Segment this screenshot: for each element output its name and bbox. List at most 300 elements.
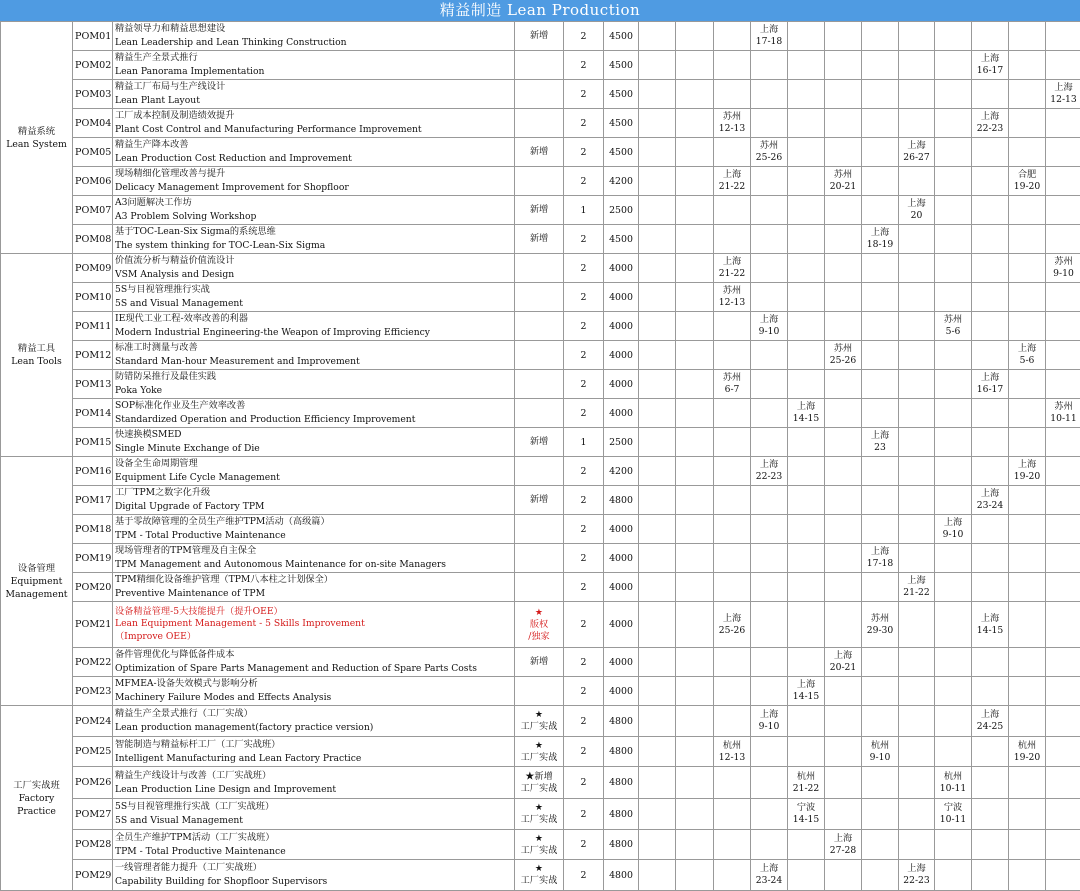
schedule-cell — [935, 830, 972, 860]
course-title-cell — [113, 80, 515, 109]
session-cell — [788, 399, 825, 428]
schedule-cell — [788, 544, 825, 573]
schedule-cell — [899, 254, 935, 283]
course-tag — [515, 648, 564, 677]
schedule-cell — [1046, 341, 1080, 370]
course-days: 2 — [564, 860, 604, 891]
session-cell — [935, 767, 972, 799]
course-tag — [515, 457, 564, 486]
session-city: 苏州 — [1048, 401, 1079, 413]
schedule-cell — [751, 51, 788, 80]
course-tag — [515, 602, 564, 648]
schedule-cell — [1009, 196, 1046, 225]
session-city: 上海 — [974, 53, 1006, 65]
session-city: 合肥 — [1011, 169, 1043, 181]
schedule-cell — [935, 428, 972, 457]
schedule-cell — [899, 767, 935, 799]
course-title-cn: 快速换模SMED — [115, 428, 512, 442]
course-code: POM06 — [73, 167, 113, 196]
course-price: 4000 — [604, 399, 639, 428]
schedule-cell — [899, 283, 935, 312]
course-days: 2 — [564, 573, 604, 602]
schedule-cell — [788, 860, 825, 891]
session-dates: 10-11 — [937, 814, 969, 826]
course-tag — [515, 573, 564, 602]
schedule-cell — [788, 573, 825, 602]
session-city: 宁波 — [937, 802, 969, 814]
session-city: 上海 — [790, 401, 822, 413]
session-dates: 20-21 — [827, 181, 859, 193]
tag-text: ★ — [517, 833, 561, 845]
session-cell — [1009, 167, 1046, 196]
schedule-cell — [1009, 283, 1046, 312]
schedule-cell — [676, 341, 714, 370]
schedule-cell — [1046, 799, 1080, 830]
schedule-cell — [862, 196, 899, 225]
schedule-cell — [639, 399, 676, 428]
schedule-cell — [899, 648, 935, 677]
session-dates: 20-21 — [827, 662, 859, 674]
course-title-en: Machinery Failure Modes and Effects Analysis — [115, 691, 512, 705]
schedule-cell — [714, 312, 751, 341]
schedule-cell — [862, 254, 899, 283]
course-schedule-table — [0, 21, 1080, 891]
session-cell — [825, 341, 862, 370]
course-code: POM02 — [73, 51, 113, 80]
schedule-cell — [862, 767, 899, 799]
schedule-cell — [751, 486, 788, 515]
session-cell — [862, 737, 899, 767]
schedule-cell — [788, 737, 825, 767]
schedule-cell — [639, 341, 676, 370]
session-dates: 22-23 — [974, 123, 1006, 135]
session-city: 杭州 — [716, 740, 748, 752]
table-row — [1, 167, 1080, 196]
schedule-cell — [676, 648, 714, 677]
course-title-cell — [113, 457, 515, 486]
schedule-cell — [751, 799, 788, 830]
schedule-cell — [825, 312, 862, 341]
schedule-cell — [899, 515, 935, 544]
course-title-cell — [113, 399, 515, 428]
schedule-cell — [935, 486, 972, 515]
schedule-cell — [676, 799, 714, 830]
table-row — [1, 602, 1080, 648]
session-dates: 5-6 — [937, 326, 969, 338]
session-cell — [899, 573, 935, 602]
table-row — [1, 138, 1080, 167]
course-days: 2 — [564, 602, 604, 648]
session-city: 苏州 — [827, 343, 859, 355]
session-cell — [899, 860, 935, 891]
schedule-cell — [788, 196, 825, 225]
schedule-cell — [862, 706, 899, 737]
schedule-cell — [862, 283, 899, 312]
schedule-cell — [935, 109, 972, 138]
schedule-cell — [676, 602, 714, 648]
table-row — [1, 573, 1080, 602]
schedule-cell — [935, 225, 972, 254]
session-cell — [1009, 341, 1046, 370]
category-cn: 工厂实战班 — [3, 779, 70, 792]
session-dates: 9-10 — [753, 721, 785, 733]
course-days: 2 — [564, 648, 604, 677]
table-row — [1, 22, 1080, 51]
table-row — [1, 428, 1080, 457]
course-price: 4000 — [604, 602, 639, 648]
session-dates: 21-22 — [790, 783, 822, 795]
category-cn: 设备管理 — [3, 562, 70, 575]
session-dates: 14-15 — [790, 691, 822, 703]
tag-text: ★ — [517, 802, 561, 814]
schedule-cell — [751, 830, 788, 860]
schedule-cell — [714, 573, 751, 602]
schedule-cell — [899, 341, 935, 370]
course-title-cell — [113, 515, 515, 544]
course-tag — [515, 830, 564, 860]
session-cell — [788, 799, 825, 830]
schedule-cell — [714, 225, 751, 254]
session-city: 上海 — [974, 111, 1006, 123]
schedule-cell — [935, 677, 972, 706]
table-row — [1, 737, 1080, 767]
schedule-cell — [825, 602, 862, 648]
schedule-cell — [972, 860, 1009, 891]
session-cell — [899, 138, 935, 167]
course-title-cn: 标准工时测量与改善 — [115, 341, 512, 355]
schedule-cell — [714, 457, 751, 486]
tag-text: 新增 — [517, 656, 561, 668]
schedule-cell — [1009, 51, 1046, 80]
schedule-cell — [1046, 706, 1080, 737]
session-cell — [788, 767, 825, 799]
session-cell — [1009, 737, 1046, 767]
course-title-cn: 一线管理者能力提升（工厂实战班） — [115, 861, 512, 875]
course-code: POM19 — [73, 544, 113, 573]
course-price: 4800 — [604, 767, 639, 799]
course-title-cell — [113, 486, 515, 515]
schedule-cell — [714, 648, 751, 677]
schedule-cell — [899, 602, 935, 648]
schedule-cell — [935, 602, 972, 648]
course-days: 1 — [564, 196, 604, 225]
schedule-cell — [639, 677, 676, 706]
session-dates: 16-17 — [974, 384, 1006, 396]
schedule-cell — [639, 860, 676, 891]
course-price: 4200 — [604, 457, 639, 486]
schedule-cell — [714, 399, 751, 428]
course-title-en: Lean Production Cost Reduction and Improvement — [115, 152, 512, 166]
course-title-en: Lean Production Line Design and Improvement — [115, 783, 512, 797]
schedule-cell — [676, 486, 714, 515]
session-city: 上海 — [974, 488, 1006, 500]
course-code: POM28 — [73, 830, 113, 860]
schedule-cell — [862, 167, 899, 196]
course-days: 2 — [564, 51, 604, 80]
session-cell — [862, 225, 899, 254]
session-dates: 23 — [864, 442, 896, 454]
schedule-cell — [862, 860, 899, 891]
session-dates: 6-7 — [716, 384, 748, 396]
schedule-cell — [1046, 648, 1080, 677]
schedule-cell — [788, 341, 825, 370]
course-tag — [515, 51, 564, 80]
course-title-cn: MFMEA-设备失效模式与影响分析 — [115, 677, 512, 691]
schedule-cell — [1009, 254, 1046, 283]
course-code: POM23 — [73, 677, 113, 706]
session-city: 上海 — [974, 709, 1006, 721]
schedule-cell — [639, 648, 676, 677]
category-cell — [1, 254, 73, 457]
session-cell — [714, 737, 751, 767]
table-row — [1, 196, 1080, 225]
session-cell — [751, 22, 788, 51]
course-tag — [515, 196, 564, 225]
schedule-cell — [676, 51, 714, 80]
session-city: 苏州 — [716, 372, 748, 384]
course-days: 2 — [564, 515, 604, 544]
session-cell — [1046, 399, 1080, 428]
schedule-cell — [788, 706, 825, 737]
schedule-cell — [935, 737, 972, 767]
session-city: 上海 — [901, 140, 932, 152]
course-code: POM05 — [73, 138, 113, 167]
tag-text: 新增 — [517, 30, 561, 42]
table-row — [1, 283, 1080, 312]
schedule-cell — [972, 254, 1009, 283]
session-cell — [751, 138, 788, 167]
schedule-cell — [676, 254, 714, 283]
schedule-cell — [714, 677, 751, 706]
course-days: 2 — [564, 737, 604, 767]
session-city: 苏州 — [864, 613, 896, 625]
course-title-cn: 设备精益管理-5大技能提升（提升OEE） — [115, 606, 512, 619]
table-row — [1, 312, 1080, 341]
schedule-cell — [676, 706, 714, 737]
tag-text: ★新增 — [517, 771, 561, 783]
course-tag — [515, 225, 564, 254]
session-dates: 25-26 — [716, 625, 748, 637]
course-price: 4500 — [604, 109, 639, 138]
schedule-cell — [899, 486, 935, 515]
course-title-en: Standardized Operation and Production Efficiency Improvement — [115, 413, 512, 427]
course-title-cn: 精益生产全景式推行（工厂实战） — [115, 707, 512, 721]
course-days: 2 — [564, 544, 604, 573]
schedule-cell — [1046, 457, 1080, 486]
course-title-cn: 5S与目视管理推行实战（工厂实战班） — [115, 800, 512, 814]
schedule-cell — [751, 254, 788, 283]
course-title-cell — [113, 254, 515, 283]
session-dates: 29-30 — [864, 625, 896, 637]
schedule-cell — [972, 80, 1009, 109]
session-dates: 12-13 — [716, 123, 748, 135]
course-title-cn: 现场管理者的TPM管理及自主保全 — [115, 544, 512, 558]
course-tag — [515, 799, 564, 830]
schedule-cell — [714, 138, 751, 167]
session-cell — [862, 544, 899, 573]
schedule-cell — [751, 283, 788, 312]
course-title-en: Lean production management(factory practice version) — [115, 721, 512, 735]
session-dates: 12-13 — [716, 297, 748, 309]
course-price: 4800 — [604, 706, 639, 737]
schedule-cell — [639, 51, 676, 80]
schedule-cell — [714, 80, 751, 109]
session-dates: 25-26 — [827, 355, 859, 367]
session-cell — [751, 860, 788, 891]
schedule-cell — [1009, 399, 1046, 428]
course-title-cell — [113, 428, 515, 457]
course-title-cell — [113, 341, 515, 370]
session-city: 上海 — [827, 650, 859, 662]
course-title-en: Equipment Life Cycle Management — [115, 471, 512, 485]
schedule-cell — [825, 51, 862, 80]
schedule-cell — [1009, 830, 1046, 860]
schedule-cell — [788, 80, 825, 109]
course-title-cn: 精益生产降本改善 — [115, 138, 512, 152]
course-title-cn: 5S与目视管理推行实战 — [115, 283, 512, 297]
schedule-cell — [714, 22, 751, 51]
session-city: 苏州 — [937, 314, 969, 326]
course-days: 2 — [564, 486, 604, 515]
course-title-cell — [113, 602, 515, 648]
schedule-cell — [639, 573, 676, 602]
session-cell — [1046, 80, 1080, 109]
course-title-cell — [113, 677, 515, 706]
schedule-cell — [751, 370, 788, 399]
schedule-cell — [676, 515, 714, 544]
course-title-en: TPM - Total Productive Maintenance — [115, 529, 512, 543]
tag-text: /独家 — [517, 631, 561, 643]
session-cell — [972, 370, 1009, 399]
schedule-cell — [639, 138, 676, 167]
table-row — [1, 341, 1080, 370]
schedule-cell — [639, 799, 676, 830]
session-city: 上海 — [753, 314, 785, 326]
course-title-en: VSM Analysis and Design — [115, 268, 512, 282]
course-price: 4000 — [604, 573, 639, 602]
schedule-cell — [935, 254, 972, 283]
schedule-cell — [788, 602, 825, 648]
category-en: Equipment Management — [3, 575, 70, 601]
session-city: 上海 — [901, 198, 932, 210]
tag-text: 工厂实战 — [517, 783, 561, 795]
session-city: 苏州 — [716, 285, 748, 297]
course-title-cell — [113, 370, 515, 399]
session-city: 上海 — [753, 709, 785, 721]
schedule-cell — [972, 830, 1009, 860]
schedule-cell — [788, 225, 825, 254]
schedule-cell — [1009, 138, 1046, 167]
schedule-cell — [676, 167, 714, 196]
schedule-cell — [825, 428, 862, 457]
course-title-en: Modern Industrial Engineering-the Weapon of Improving Efficiency — [115, 326, 512, 340]
course-code: POM12 — [73, 341, 113, 370]
schedule-cell — [972, 225, 1009, 254]
schedule-cell — [1046, 312, 1080, 341]
session-city: 上海 — [864, 546, 896, 558]
schedule-cell — [862, 515, 899, 544]
course-title-en: Lean Plant Layout — [115, 94, 512, 108]
schedule-cell — [676, 677, 714, 706]
session-city: 苏州 — [753, 140, 785, 152]
schedule-cell — [935, 573, 972, 602]
course-title-cell — [113, 767, 515, 799]
schedule-cell — [676, 573, 714, 602]
course-tag — [515, 80, 564, 109]
schedule-cell — [1046, 544, 1080, 573]
schedule-cell — [714, 196, 751, 225]
session-city: 上海 — [901, 575, 932, 587]
session-city: 杭州 — [1011, 740, 1043, 752]
course-title-en: Standard Man-hour Measurement and Improvement — [115, 355, 512, 369]
course-days: 2 — [564, 22, 604, 51]
course-days: 1 — [564, 428, 604, 457]
table-row — [1, 51, 1080, 80]
schedule-cell — [639, 225, 676, 254]
table-row — [1, 677, 1080, 706]
schedule-cell — [1046, 225, 1080, 254]
schedule-cell — [676, 138, 714, 167]
course-days: 2 — [564, 254, 604, 283]
schedule-cell — [788, 312, 825, 341]
schedule-cell — [676, 225, 714, 254]
schedule-cell — [899, 80, 935, 109]
schedule-cell — [676, 80, 714, 109]
schedule-cell — [972, 677, 1009, 706]
schedule-cell — [714, 515, 751, 544]
session-city: 上海 — [716, 169, 748, 181]
session-dates: 10-11 — [937, 783, 969, 795]
session-cell — [714, 109, 751, 138]
course-days: 2 — [564, 283, 604, 312]
course-title-en: Single Minute Exchange of Die — [115, 442, 512, 456]
session-dates: 9-10 — [753, 326, 785, 338]
schedule-cell — [676, 737, 714, 767]
schedule-cell — [972, 515, 1009, 544]
session-dates: 24-25 — [974, 721, 1006, 733]
schedule-cell — [862, 573, 899, 602]
course-title-cn: 备件管理优化与降低备件成本 — [115, 648, 512, 662]
course-price: 4800 — [604, 860, 639, 891]
course-title-cn: 精益生产全景式推行 — [115, 51, 512, 65]
schedule-cell — [899, 799, 935, 830]
session-dates: 21-22 — [716, 268, 748, 280]
schedule-cell — [1046, 737, 1080, 767]
schedule-cell — [972, 428, 1009, 457]
course-title-cn: 工厂TPM之数字化升级 — [115, 486, 512, 500]
course-title-en: Delicacy Management Improvement for Shopfloor — [115, 181, 512, 195]
schedule-cell — [639, 767, 676, 799]
course-title-cell — [113, 860, 515, 891]
schedule-cell — [862, 312, 899, 341]
schedule-cell — [899, 706, 935, 737]
schedule-cell — [714, 428, 751, 457]
session-dates: 23-24 — [974, 500, 1006, 512]
session-dates: 22-23 — [901, 875, 932, 887]
schedule-cell — [714, 51, 751, 80]
schedule-cell — [1009, 573, 1046, 602]
category-en: Factory Practice — [3, 792, 70, 818]
session-city: 上海 — [753, 459, 785, 471]
schedule-cell — [935, 457, 972, 486]
course-title-en: Preventive Maintenance of TPM — [115, 587, 512, 601]
schedule-cell — [899, 225, 935, 254]
schedule-cell — [899, 22, 935, 51]
schedule-cell — [751, 648, 788, 677]
schedule-cell — [788, 51, 825, 80]
schedule-cell — [935, 51, 972, 80]
course-code: POM08 — [73, 225, 113, 254]
